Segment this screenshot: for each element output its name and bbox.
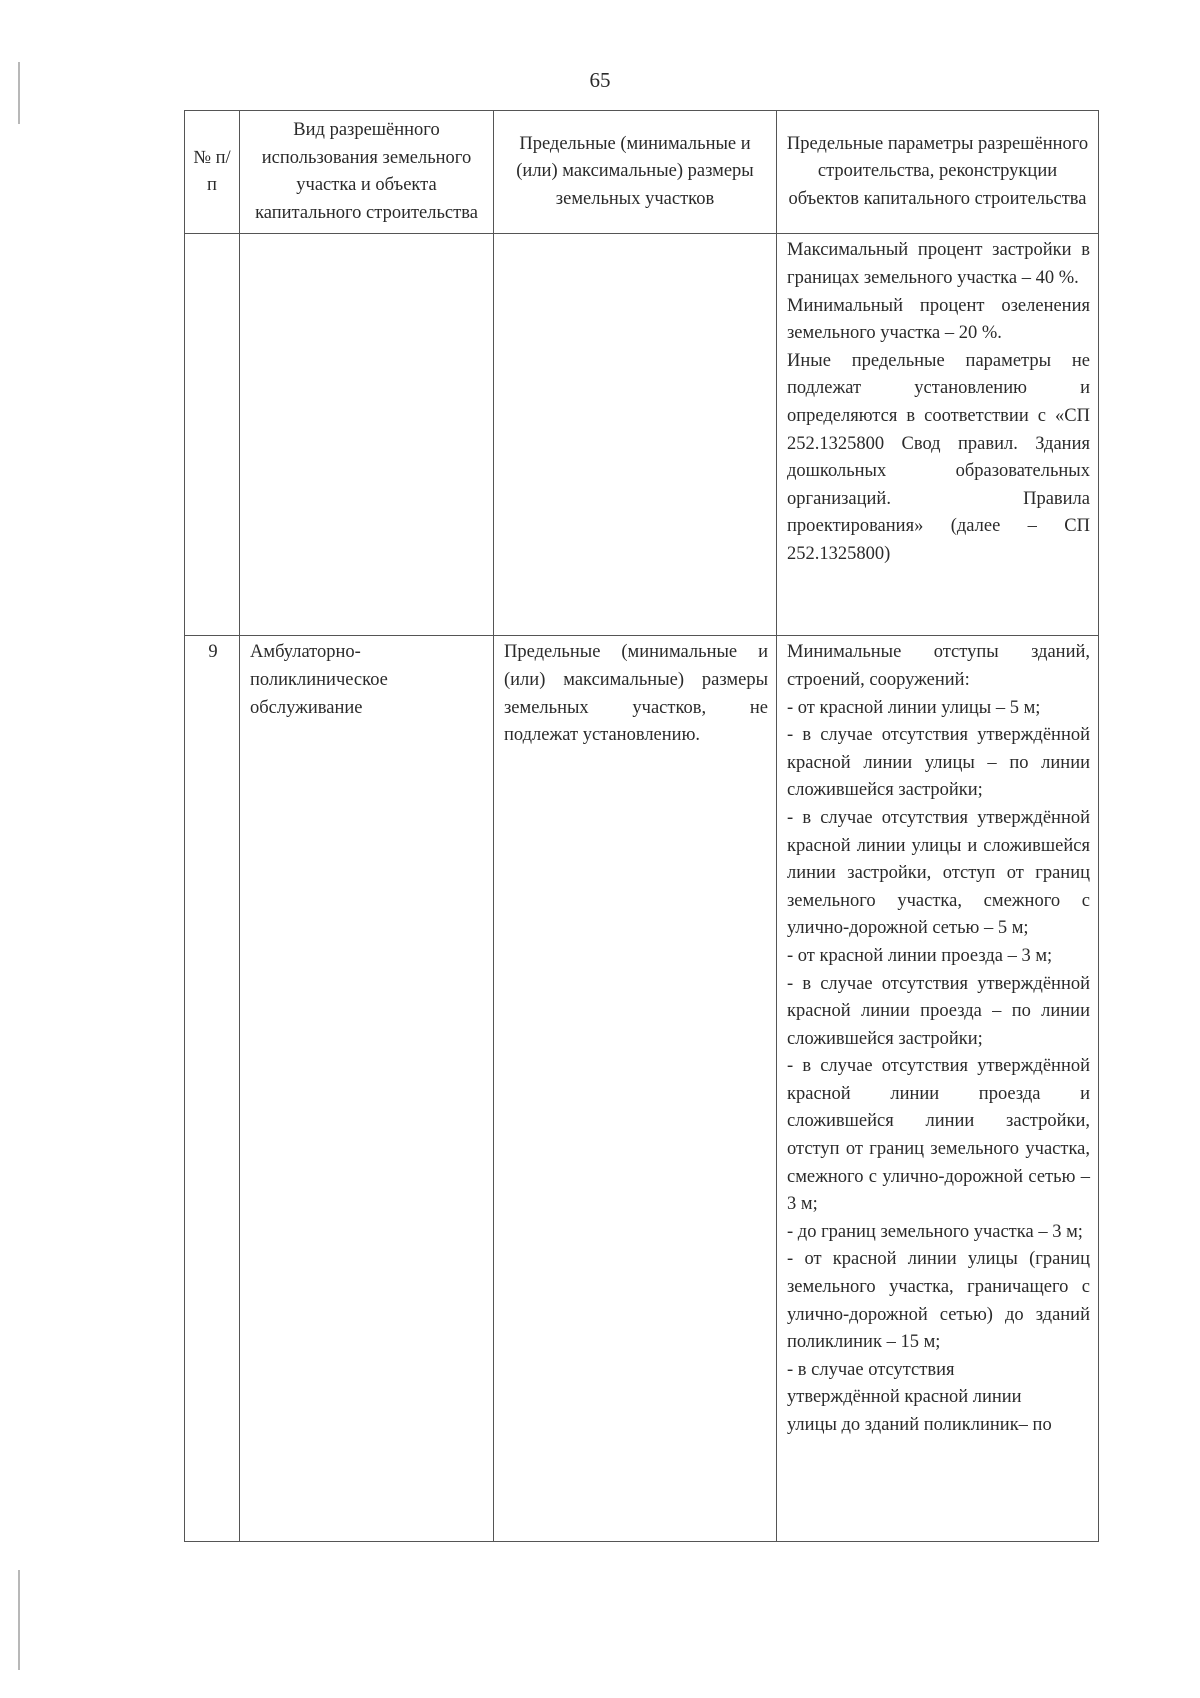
construction-parameters-cell: [777, 636, 1099, 1542]
table-row: [185, 636, 1099, 1542]
parameter-text: - от красной линии улицы – 5 м;: [787, 697, 1041, 718]
parameter-text: - в случае отсутствия утверждённой красной линии улицы – по линии сложившейся застройки;: [787, 725, 1090, 801]
permitted-use-cell: Амбулаторно-поликлиническое обслуживание: [240, 636, 494, 1542]
table-row: [185, 234, 1099, 636]
scan-margin-mark: [18, 1570, 20, 1670]
parameter-text: утверждённой красной линии: [787, 1387, 1022, 1408]
parameter-text: - в случае отсутствия: [787, 1359, 955, 1380]
table-header-row: [185, 111, 1099, 234]
regulations-table: [184, 110, 1099, 1542]
header-construction-parameters: Предельные параметры разрешённого строительства, реконструкции объектов капитального строительства: [777, 111, 1099, 234]
header-number: № п/п: [185, 111, 240, 234]
parameter-text: Минимальный процент озеленения земельного участка – 20 %.: [787, 295, 1090, 344]
parameter-text: улицы до зданий поликлиник– по: [787, 1415, 1052, 1435]
page-number: 65: [589, 68, 611, 92]
parameter-text: - от красной линии проезда – 3 м;: [787, 945, 1053, 966]
parameter-text: - в случае отсутствия утверждённой красной линии проезда и сложившейся линии застройки, отступ от границ земельного участка, смежного с улично-дорожной сетью – 3 м;: [787, 1056, 1090, 1215]
construction-parameters-cell: [777, 234, 1099, 636]
parameter-text: Минимальные отступы зданий, строений, сооружений:: [787, 642, 1090, 690]
plot-sizes-cell: [494, 234, 777, 636]
plot-sizes-cell: Предельные (минимальные и (или) максимальные) размеры земельных участков, не подлежат установлению.: [494, 636, 777, 1542]
parameter-text: Максимальный процент застройки в границах земельного участка – 40 %.: [787, 240, 1090, 288]
header-permitted-use: Вид разрешённого использования земельного участка и объекта капитального строительства: [240, 111, 494, 234]
row-number: 9: [185, 636, 240, 1542]
parameter-text: - в случае отсутствия утверждённой красной линии проезда – по линии сложившейся застройки;: [787, 973, 1090, 1049]
header-plot-sizes: Предельные (минимальные и (или) максимальные) размеры земельных участков: [494, 111, 777, 234]
parameter-text: - от красной линии улицы (границ земельного участка, граничащего с улично-дорожной сетью) до зданий поликлиник – 15 м;: [787, 1249, 1090, 1353]
parameter-text: Иные предельные параметры не подлежат установлению и определяются в соответствии с «СП 252.1325800 Свод правил. Здания дошкольных образовательных организаций. Правила проектирования» (далее – СП 252.1325800): [787, 350, 1090, 564]
parameter-text: - в случае отсутствия утверждённой красной линии улицы и сложившейся линии застройки, отступ от границ земельного участка, смежного с улично-дорожной сетью – 5 м;: [787, 807, 1090, 939]
permitted-use-cell: [240, 234, 494, 636]
parameter-text: - до границ земельного участка – 3 м;: [787, 1221, 1083, 1242]
row-number: [185, 234, 240, 636]
